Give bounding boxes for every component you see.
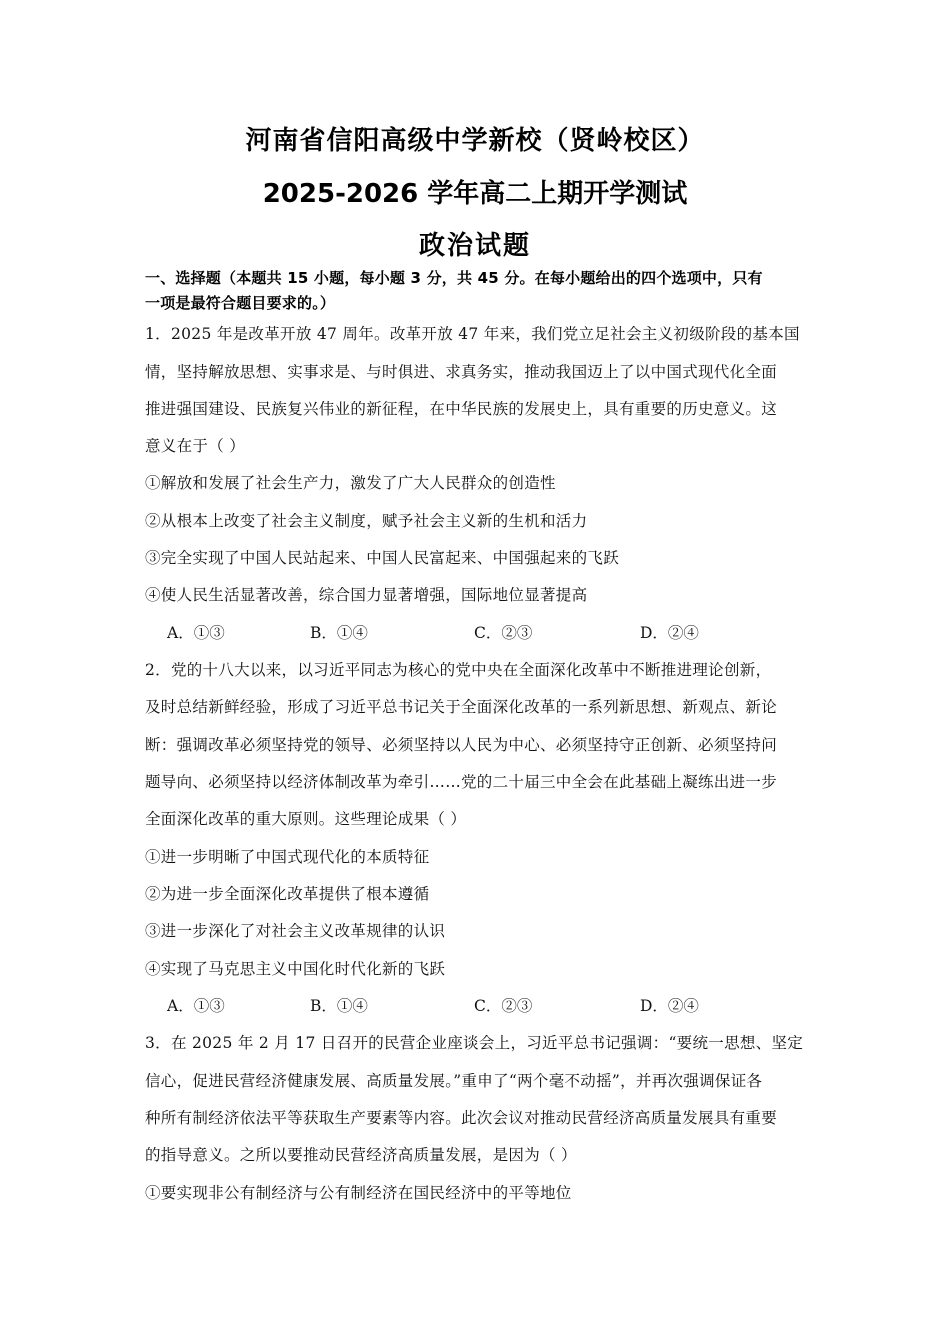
q1-option-b: B．①④ (310, 624, 368, 642)
q3-stem-line: 信心，促进民营经济健康发展、高质量发展。”重申了“两个毫不动摇”，并再次强调保证各 (145, 1072, 763, 1090)
q2-option-d: D．②④ (640, 997, 699, 1015)
q1-item: ②从根本上改变了社会主义制度，赋予社会主义新的生机和活力 (145, 512, 588, 530)
q1-stem-line: 意义在于（ ） (145, 437, 246, 455)
section-heading-line-1: 一、选择题（本题共 15 小题，每小题 3 分，共 45 分。在每小题给出的四个选项中，只有 (145, 269, 763, 287)
q2-item: ③进一步深化了对社会主义改革规律的认识 (145, 922, 446, 940)
q2-stem-line: 及时总结新鲜经验，形成了习近平总书记关于全面深化改革的一系列新思想、新观点、新论 (145, 698, 778, 716)
q1-item: ④使人民生活显著改善，综合国力显著增强，国际地位显著提高 (145, 586, 588, 604)
q2-stem-line: 2．党的十八大以来，以习近平同志为核心的党中央在全面深化改革中不断推进理论创新， (145, 661, 772, 679)
section-heading (145, 266, 815, 316)
q3-item: ①要实现非公有制经济与公有制经济在国民经济中的平等地位 (145, 1184, 572, 1202)
q1-item: ③完全实现了中国人民站起来、中国人民富起来、中国强起来的飞跃 (145, 549, 620, 567)
q3-stem-line: 的指导意义。之所以要推动民营经济高质量发展，是因为（ ） (145, 1146, 577, 1164)
q2-option-c: C．②③ (474, 997, 533, 1015)
q1-option-c: C．②③ (474, 624, 533, 642)
school-title: 河南省信阳高级中学新校（贤岭校区） (245, 126, 705, 156)
q2-item: ②为进一步全面深化改革提供了根本遵循 (145, 885, 430, 903)
q2-stem-line: 题导向、必须坚持以经济体制改革为牵引……党的二十届三中全会在此基础上凝练出进一步 (145, 773, 778, 791)
q1-stem-line: 推进强国建设、民族复兴伟业的新征程，在中华民族的发展史上，具有重要的历史意义。这 (145, 400, 778, 418)
q1-option-a: A．①③ (167, 624, 225, 642)
exam-title: 2025-2026 学年高二上期开学测试 (262, 179, 688, 209)
subject-title: 政治试题 (418, 231, 531, 261)
q1-option-d: D．②④ (640, 624, 699, 642)
q2-item: ①进一步明晰了中国式现代化的本质特征 (145, 848, 430, 866)
q2-item: ④实现了马克思主义中国化时代化新的飞跃 (145, 960, 446, 978)
q1-item: ①解放和发展了社会生产力，激发了广大人民群众的创造性 (145, 474, 556, 492)
q2-option-a: A．①③ (167, 997, 225, 1015)
q3-stem-line: 种所有制经济依法平等获取生产要素等内容。此次会议对推动民营经济高质量发展具有重要 (145, 1109, 778, 1127)
q1-stem-line: 1．2025 年是改革开放 47 周年。改革开放 47 年来，我们党立足社会主义初级阶段的基本国 (145, 325, 800, 343)
q2-option-b: B．①④ (310, 997, 368, 1015)
q1-stem-line: 情，坚持解放思想、实事求是、与时俱进、求真务实，推动我国迈上了以中国式现代化全面 (145, 363, 778, 381)
q2-stem-line: 全面深化改革的重大原则。这些理论成果（ ） (145, 810, 467, 828)
q3-stem-line: 3．在 2025 年 2 月 17 日召开的民营企业座谈会上，习近平总书记强调：“要统一思想、坚定 (145, 1034, 804, 1052)
q2-stem-line: 断：强调改革必须坚持党的领导、必须坚持以人民为中心、必须坚持守正创新、必须坚持问 (145, 736, 778, 754)
section-heading-line-2: 一项是最符合题目要求的。） (145, 294, 336, 312)
